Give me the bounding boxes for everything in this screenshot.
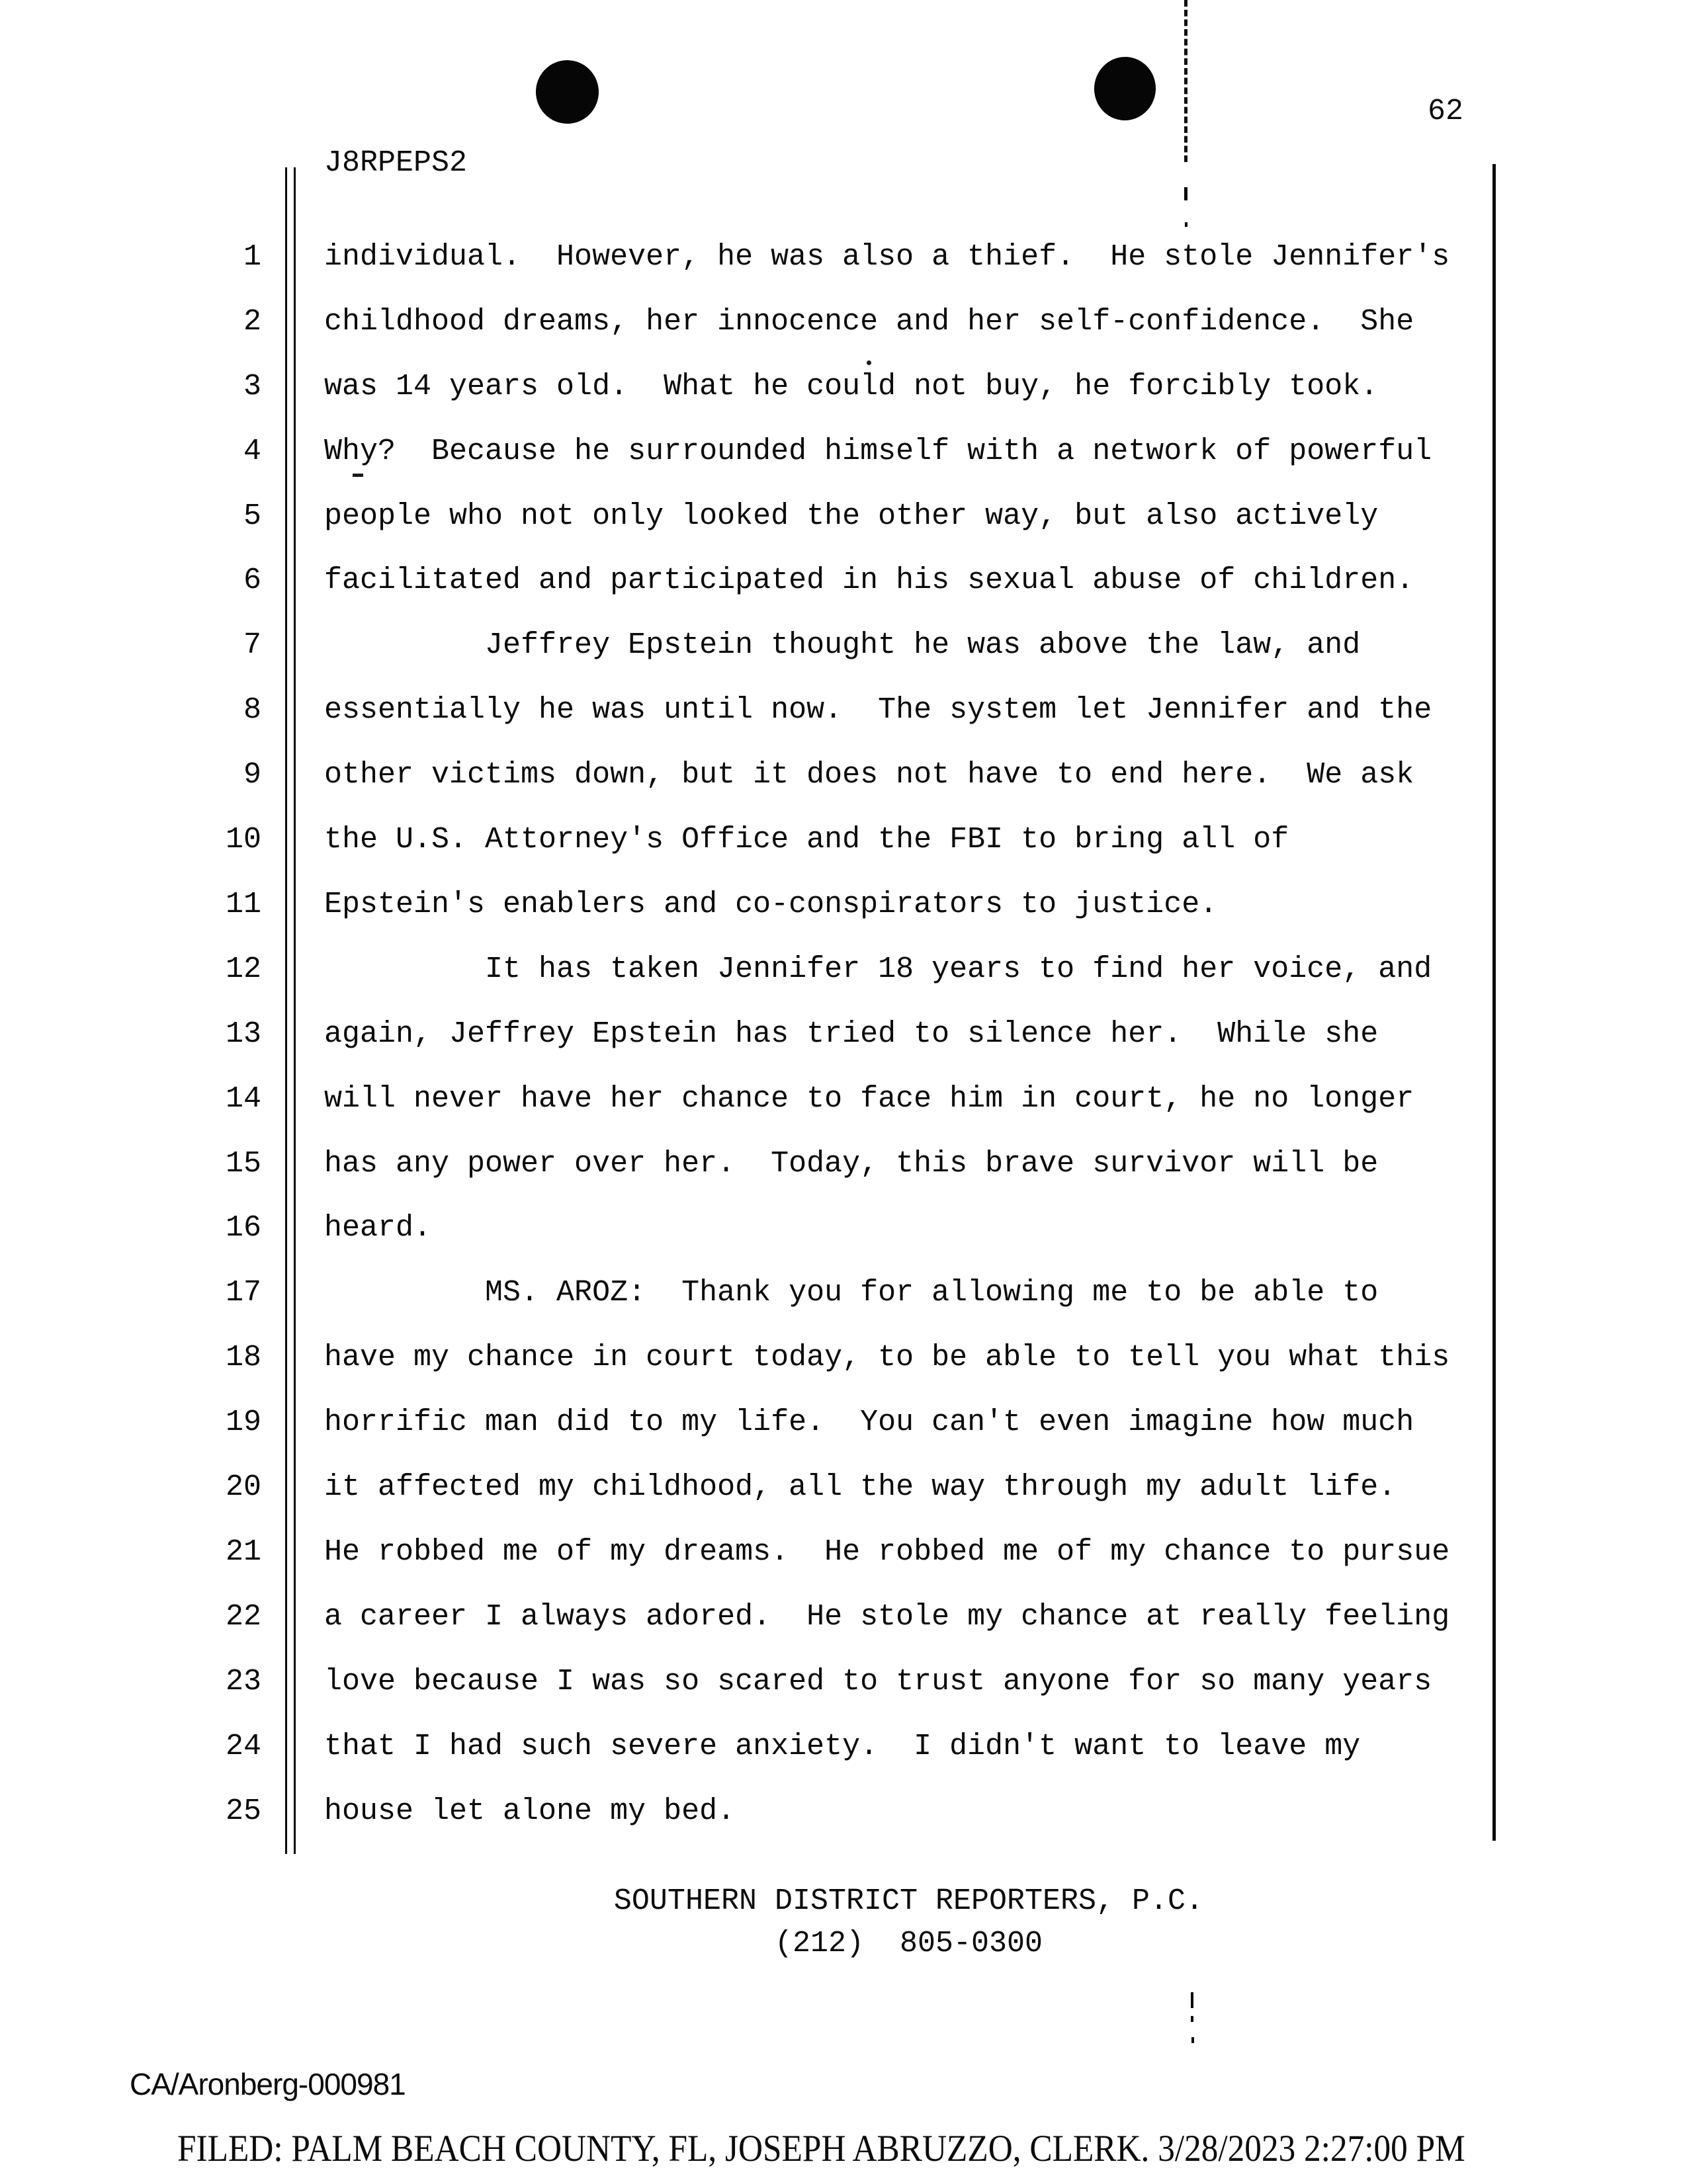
transcript-line: has any power over her. Today, this brave survivor will be <box>324 1147 1379 1181</box>
transcript-row <box>0 1602 1683 1642</box>
line-number: 10 <box>225 823 261 857</box>
transcript-row <box>0 1732 1683 1771</box>
line-number: 25 <box>225 1794 261 1828</box>
transcript-row <box>0 1084 1683 1124</box>
transcript-row <box>0 695 1683 735</box>
transcript-row <box>0 1796 1683 1836</box>
transcript-row <box>0 1019 1683 1059</box>
line-number: 12 <box>225 952 261 986</box>
transcript-line: individual. However, he was also a thief. He stole Jennifer's <box>324 240 1450 274</box>
line-number: 13 <box>225 1017 261 1051</box>
transcript-row <box>0 501 1683 541</box>
line-number: 11 <box>225 888 261 921</box>
transcript-line: people who not only looked the other way, but also actively <box>324 499 1379 533</box>
left-margin-line <box>294 167 296 1854</box>
transcript-row <box>0 566 1683 605</box>
transcript-line: facilitated and participated in his sexual abuse of children. <box>324 564 1414 597</box>
transcript-line: have my chance in court today, to be able to tell you what this <box>324 1341 1450 1374</box>
fold-dashed-line <box>1184 0 1187 162</box>
right-margin-line <box>1492 164 1496 1841</box>
line-number: 6 <box>243 564 261 597</box>
line-number: 22 <box>225 1600 261 1634</box>
fold-dash-mark <box>1191 1992 1193 2008</box>
fold-dash-mark <box>1184 187 1187 200</box>
transcript-line: was 14 years old. What he could not buy, he forcibly took. <box>324 370 1379 403</box>
fold-dash-mark <box>1185 222 1187 227</box>
transcript-line: that I had such severe anxiety. I didn't want to leave my <box>324 1730 1361 1763</box>
transcript-row <box>0 1407 1683 1447</box>
transcript-row <box>0 437 1683 476</box>
hole-punch-icon <box>533 57 602 126</box>
transcript-line: essentially he was until now. The system let Jennifer and the <box>324 693 1432 727</box>
transcript-row <box>0 954 1683 994</box>
transcript-line: Epstein's enablers and co-conspirators to justice. <box>324 888 1218 921</box>
fold-dash-mark <box>1191 2037 1194 2043</box>
transcript-line: a career I always adored. He stole my chance at really feeling <box>324 1600 1450 1634</box>
transcript-row <box>0 630 1683 670</box>
line-number: 5 <box>243 499 261 533</box>
line-number: 15 <box>225 1147 261 1181</box>
line-number: 21 <box>225 1535 261 1569</box>
transcript-row <box>0 1472 1683 1512</box>
footer-reporter-phone: (212) 805-0300 <box>774 1927 1043 1960</box>
fold-dash-mark <box>1191 2016 1193 2022</box>
line-number: 9 <box>243 758 261 792</box>
transcript-row <box>0 1213 1683 1253</box>
line-number: 16 <box>225 1211 261 1245</box>
line-number: 24 <box>225 1730 261 1763</box>
transcript-line: heard. <box>324 1211 432 1245</box>
footer-reporter-name: SOUTHERN DISTRICT REPORTERS, P.C. <box>613 1884 1204 1918</box>
transcript-line: horrific man did to my life. You can't even imagine how much <box>324 1406 1414 1439</box>
transcript-line: it affected my childhood, all the way through my adult life. <box>324 1470 1397 1504</box>
line-number: 3 <box>243 370 261 403</box>
scan-speck <box>867 360 871 365</box>
transcript-row <box>0 1667 1683 1706</box>
transcript-line: other victims down, but it does not have to end here. We ask <box>324 758 1414 792</box>
bates-number: CA/Aronberg-000981 <box>130 2067 406 2101</box>
transcript-row <box>0 1149 1683 1189</box>
line-number: 19 <box>225 1406 261 1439</box>
line-number: 20 <box>225 1470 261 1504</box>
line-number: 17 <box>225 1276 261 1310</box>
transcript-row <box>0 825 1683 864</box>
line-number: 18 <box>225 1341 261 1374</box>
transcript-row <box>0 1537 1683 1577</box>
scan-speck <box>353 474 363 477</box>
transcript-line: will never have her chance to face him in court, he no longer <box>324 1082 1414 1116</box>
transcript-row <box>0 372 1683 411</box>
line-number: 7 <box>243 628 261 662</box>
transcript-line: Jeffrey Epstein thought he was above the law, and <box>324 628 1361 662</box>
transcript-line: again, Jeffrey Epstein has tried to silence her. While she <box>324 1017 1379 1051</box>
page-number: 62 <box>1428 95 1464 128</box>
transcript-row <box>0 890 1683 929</box>
line-number: 8 <box>243 693 261 727</box>
transcript-line: Why? Because he surrounded himself with a network of powerful <box>324 435 1432 468</box>
transcript-row <box>0 1343 1683 1382</box>
transcript-line: It has taken Jennifer 18 years to find her voice, and <box>324 952 1432 986</box>
transcript-line: MS. AROZ: Thank you for allowing me to be able to <box>324 1276 1379 1310</box>
transcript-line: house let alone my bed. <box>324 1794 736 1828</box>
header-code: J8RPEPS2 <box>324 146 468 180</box>
line-number: 4 <box>243 435 261 468</box>
transcript-line: the U.S. Attorney's Office and the FBI to bring all of <box>324 823 1289 857</box>
filed-stamp: FILED: PALM BEACH COUNTY, FL, JOSEPH ABRUZZO, CLERK. 3/28/2023 2:27:00 PM <box>177 2128 1465 2169</box>
transcript-row <box>0 242 1683 282</box>
line-number: 14 <box>225 1082 261 1116</box>
transcript-row <box>0 760 1683 800</box>
transcript-line: love because I was so scared to trust anyone for so many years <box>324 1665 1432 1699</box>
transcript-row <box>0 307 1683 347</box>
line-number: 23 <box>225 1665 261 1699</box>
transcript-line: He robbed me of my dreams. He robbed me of my chance to pursue <box>324 1535 1450 1569</box>
line-number: 1 <box>243 240 261 274</box>
transcript-line: childhood dreams, her innocence and her self-confidence. She <box>324 305 1414 339</box>
line-number: 2 <box>243 305 261 339</box>
hole-punch-icon <box>1092 54 1158 123</box>
transcript-row <box>0 1278 1683 1318</box>
left-margin-line <box>285 167 287 1854</box>
